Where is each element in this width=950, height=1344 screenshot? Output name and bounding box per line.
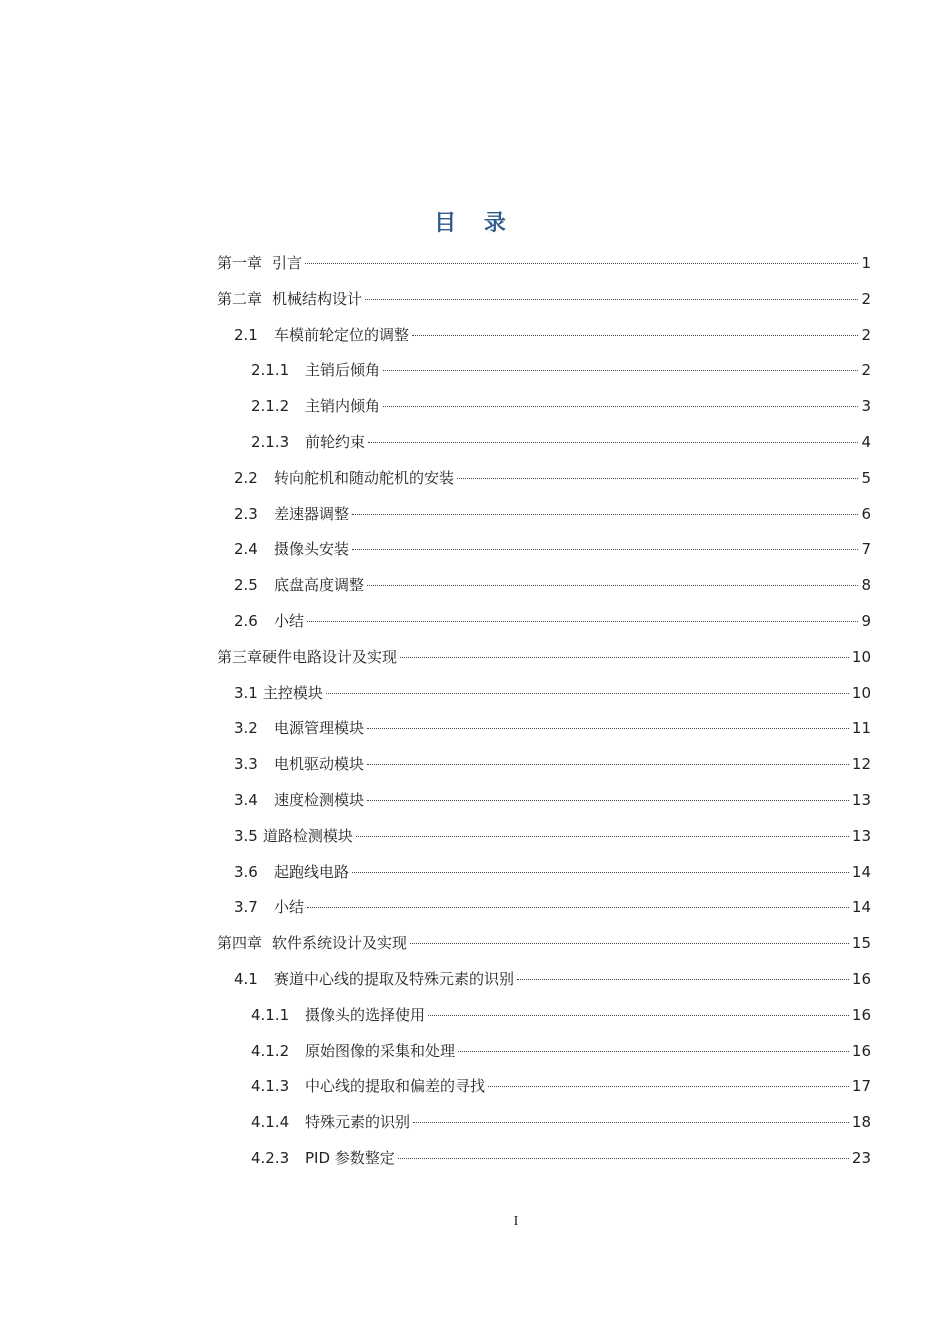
toc-entry[interactable] xyxy=(217,604,871,640)
toc-entry-title: 道路检测模块 xyxy=(262,826,353,845)
toc-entry[interactable] xyxy=(217,353,871,389)
toc-leader-dots xyxy=(368,441,858,443)
toc-entry-title: 主销内倾角 xyxy=(305,397,381,416)
toc-entry-page: 10 xyxy=(851,683,871,702)
toc-entry-number: 4.1.4 xyxy=(251,1113,290,1132)
toc-entry-number: 3.3 xyxy=(234,755,258,774)
toc-entry[interactable] xyxy=(217,890,871,926)
toc-entry-page: 12 xyxy=(851,755,871,774)
toc-entry[interactable] xyxy=(217,1141,871,1177)
toc-entry-number: 3.1 xyxy=(234,683,258,702)
toc-entry-number: 2.1.3 xyxy=(251,432,290,451)
toc-entry-number: 3.2 xyxy=(234,719,258,738)
toc-entry[interactable] xyxy=(217,282,871,318)
toc-entry-page: 15 xyxy=(851,934,871,953)
toc-entry-page: 7 xyxy=(861,540,871,559)
toc-entry-title: 赛道中心线的提取及特殊元素的识别 xyxy=(274,969,515,988)
toc-entry-page: 18 xyxy=(851,1113,871,1132)
toc-entry-page: 3 xyxy=(861,397,871,416)
toc-leader-dots xyxy=(410,942,849,944)
toc-entry-number: 4.1 xyxy=(234,969,258,988)
toc-entry-page: 17 xyxy=(851,1077,871,1096)
toc-leader-dots xyxy=(398,1157,849,1159)
toc-entry-number: 3.7 xyxy=(234,898,258,917)
toc-entry[interactable] xyxy=(217,640,871,676)
toc-entry[interactable] xyxy=(217,855,871,891)
toc-leader-dots xyxy=(307,620,858,622)
toc-entry-number: 3.4 xyxy=(234,790,258,809)
toc-entry-page: 23 xyxy=(851,1148,871,1167)
toc-leader-dots xyxy=(326,692,849,694)
toc-entry-title: 小结 xyxy=(274,898,305,917)
toc-entry-number: 2.4 xyxy=(234,540,258,559)
toc-entry-page: 10 xyxy=(851,647,871,666)
toc-leader-dots xyxy=(367,584,858,586)
toc-leader-dots xyxy=(352,513,858,515)
toc-entry-page: 9 xyxy=(861,611,871,630)
toc-entry[interactable] xyxy=(217,532,871,568)
toc-entry-title: 引言 xyxy=(272,254,303,272)
toc-entry-title: 车模前轮定位的调整 xyxy=(274,325,410,344)
toc-leader-dots xyxy=(413,1121,849,1123)
toc-leader-dots xyxy=(356,835,849,837)
toc-entry-number: 4.2.3 xyxy=(251,1148,290,1167)
toc-entry-page: 16 xyxy=(851,969,871,988)
toc-entry-title: 小结 xyxy=(274,611,305,630)
toc-entry-number: 第二章 xyxy=(217,289,263,308)
toc-entry-number: 2.5 xyxy=(234,576,258,595)
toc-entry-number: 4.1.1 xyxy=(251,1005,290,1024)
toc-entry-number: 2.6 xyxy=(234,611,258,630)
toc-entry-title: 起跑线电路 xyxy=(274,862,350,881)
toc-entry[interactable] xyxy=(217,1105,871,1141)
toc-entry-title: 底盘高度调整 xyxy=(274,576,365,595)
toc-entry-title: 第三章硬件电路设计及实现 xyxy=(217,647,398,666)
toc-entry[interactable] xyxy=(217,962,871,998)
toc-entry[interactable] xyxy=(217,783,871,819)
toc-list xyxy=(217,246,871,1177)
toc-entry-title: 软件系统设计及实现 xyxy=(272,934,408,953)
toc-entry-page: 11 xyxy=(851,719,871,738)
toc-leader-dots xyxy=(352,548,858,550)
toc-entry-title: 前轮约束 xyxy=(305,432,366,451)
toc-entry-title: 电机驱动模块 xyxy=(274,755,365,774)
toc-entry-page: 2 xyxy=(861,325,871,344)
toc-title: 目 录 xyxy=(434,211,516,236)
toc-entry[interactable] xyxy=(217,425,871,461)
toc-entry-page: 5 xyxy=(861,468,871,487)
toc-entry-number: 4.1.3 xyxy=(251,1077,290,1096)
toc-leader-dots xyxy=(400,656,849,658)
toc-entry-title: 特殊元素的识别 xyxy=(305,1113,411,1132)
toc-leader-dots xyxy=(488,1085,849,1087)
toc-entry[interactable] xyxy=(217,711,871,747)
toc-entry[interactable] xyxy=(217,568,871,604)
toc-entry-page: 6 xyxy=(861,504,871,523)
toc-leader-dots xyxy=(458,1050,849,1052)
toc-entry-page: 2 xyxy=(861,289,871,308)
toc-entry-page: 13 xyxy=(851,826,871,845)
toc-entry-number: 第一章 xyxy=(217,254,263,272)
footer-page-number: I xyxy=(513,1214,519,1229)
toc-entry-title: 摄像头安装 xyxy=(274,540,350,559)
toc-entry-page: 16 xyxy=(851,1005,871,1024)
toc-entry[interactable] xyxy=(217,747,871,783)
toc-entry-number: 4.1.2 xyxy=(251,1041,290,1060)
toc-entry-page: 4 xyxy=(861,432,871,451)
toc-entry-title: 主控模块 xyxy=(262,683,323,702)
toc-entry[interactable] xyxy=(217,676,871,712)
toc-entry-page: 1 xyxy=(861,254,871,272)
toc-leader-dots xyxy=(383,369,858,371)
toc-entry[interactable] xyxy=(217,318,871,354)
toc-entry-title: 机械结构设计 xyxy=(272,289,363,308)
toc-entry[interactable] xyxy=(217,926,871,962)
toc-entry-number: 3.6 xyxy=(234,862,258,881)
toc-entry[interactable] xyxy=(217,461,871,497)
toc-leader-dots xyxy=(457,477,858,479)
toc-entry-number: 第四章 xyxy=(217,934,263,953)
toc-entry-title: 电源管理模块 xyxy=(274,719,365,738)
toc-entry-title: PID 参数整定 xyxy=(305,1148,395,1167)
toc-leader-dots xyxy=(367,799,849,801)
toc-entry-page: 2 xyxy=(861,361,871,380)
toc-entry-title: 原始图像的采集和处理 xyxy=(305,1041,456,1060)
toc-entry-title: 差速器调整 xyxy=(274,504,350,523)
toc-entry-page: 14 xyxy=(851,862,871,881)
toc-leader-dots xyxy=(365,298,858,300)
toc-entry-number: 2.2 xyxy=(234,468,258,487)
toc-entry[interactable] xyxy=(217,1034,871,1070)
toc-entry[interactable] xyxy=(217,389,871,425)
toc-entry-page: 8 xyxy=(861,576,871,595)
toc-leader-dots xyxy=(367,727,849,729)
toc-entry-number: 2.1.2 xyxy=(251,397,290,416)
toc-entry-page: 14 xyxy=(851,898,871,917)
toc-leader-dots xyxy=(517,978,849,980)
toc-entry-title: 速度检测模块 xyxy=(274,790,365,809)
toc-entry-page: 13 xyxy=(851,790,871,809)
toc-entry-number: 3.5 xyxy=(234,826,258,845)
toc-leader-dots xyxy=(412,334,858,336)
toc-leader-dots xyxy=(383,405,858,407)
toc-entry-page: 16 xyxy=(851,1041,871,1060)
toc-entry-number: 2.1 xyxy=(234,325,258,344)
toc-entry[interactable] xyxy=(217,998,871,1034)
toc-leader-dots xyxy=(367,763,849,765)
toc-leader-dots xyxy=(352,871,849,873)
toc-entry-title: 摄像头的选择使用 xyxy=(305,1005,426,1024)
toc-entry[interactable] xyxy=(217,246,871,282)
toc-entry-title: 转向舵机和随动舵机的安装 xyxy=(274,468,455,487)
toc-leader-dots xyxy=(428,1014,849,1016)
toc-entry-title: 中心线的提取和偏差的寻找 xyxy=(305,1077,486,1096)
toc-entry[interactable] xyxy=(217,819,871,855)
toc-leader-dots xyxy=(305,262,858,264)
toc-entry[interactable] xyxy=(217,497,871,533)
toc-entry[interactable] xyxy=(217,1069,871,1105)
toc-entry-title: 主销后倾角 xyxy=(305,361,381,380)
toc-entry-number: 2.1.1 xyxy=(251,361,290,380)
toc-entry-number: 2.3 xyxy=(234,504,258,523)
toc-leader-dots xyxy=(307,906,849,908)
